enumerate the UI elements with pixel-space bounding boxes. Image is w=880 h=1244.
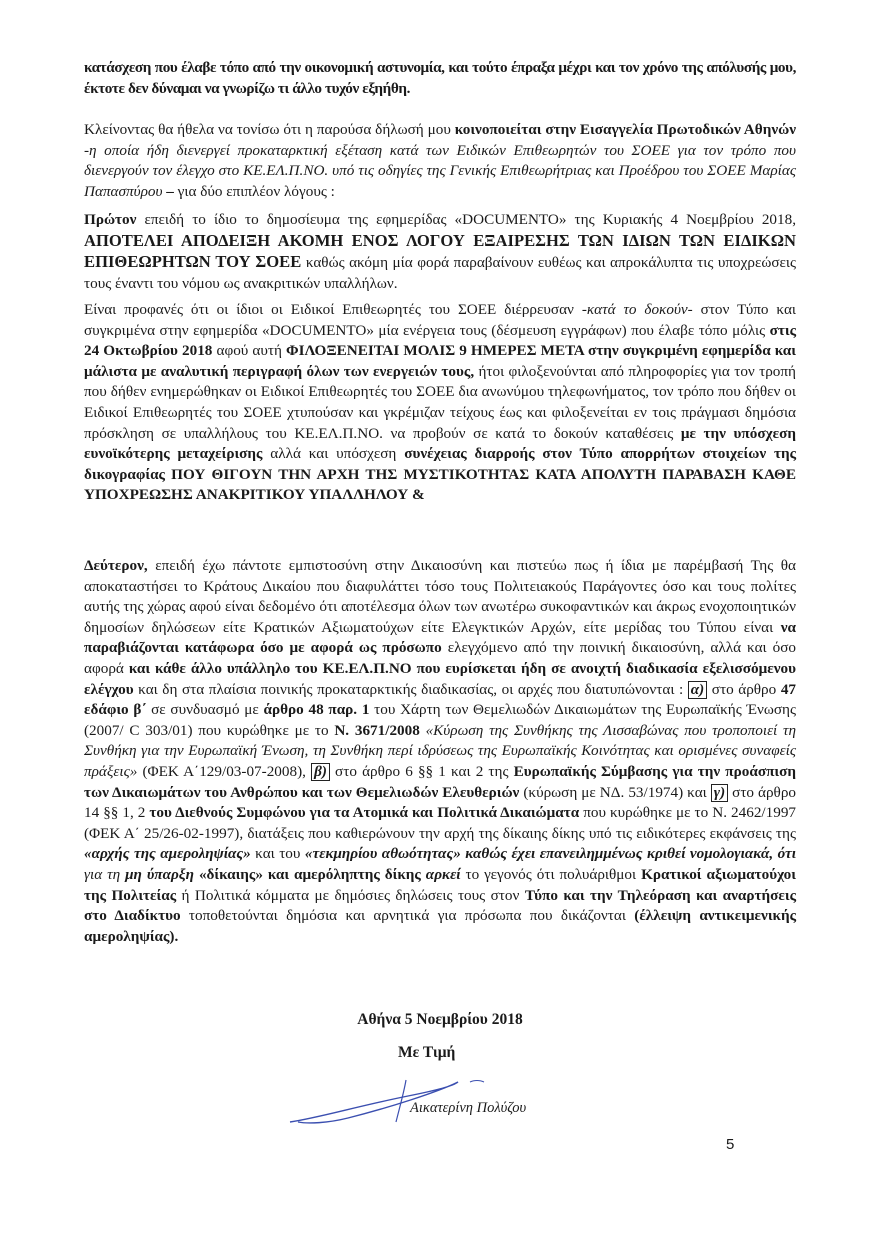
bold-run: Ν. 3671/2008 [334,721,420,739]
text-run: Είναι προφανές ότι οι ίδιοι οι Ειδικοί Επιθεωρητές του ΣΟΕΕ διέρρευσαν [84,301,582,318]
continuation-text: κατάσχεση που έλαβε τόπο από την οικονομική αστυνομία, και τούτο έπραξα μέχρι και τον χρόνο της απόλυσής μου, έκτοτε δεν δύναμαι να γνωρίζω τι άλλο τυχόν εξηήθη. [84,59,796,97]
caps-run: ΑΠΟΤΕΛΕΙ ΑΠΟΔΕΙΞΗ ΑΚΟΜΗ ΕΝΟΣ ΛΟΓΟΥ ΕΞΑΙΡΕΣΗΣ ΤΩΝ ΙΔΙΩΝ ΤΩΝ ΕΙΔΙΚΩΝ ΕΠΙΘΕΩΡΗΤΩΝ ΤΟΥ ΣΟΕΕ [84,230,796,272]
italic-run: για τη [84,865,126,883]
text-run: ελεγχόμενο από την ποινική δικαιοσύνη, αλλά και όσο αφορά [84,639,797,677]
text-run: τοποθετούνται δημόσια και αρνητικά για πρόσωπα που δικάζονται [180,907,635,925]
text-run: αλλά και υπόσχεση [262,445,405,463]
item-marker-b: β) [311,763,330,781]
paragraph-first-reason [84,210,796,294]
second-label: Δεύτερον, [84,557,148,574]
item-marker-a: α) [688,681,707,699]
bold-run: με την υπόσχεση ευνοϊκότερης μεταχείρισης [84,424,796,463]
bold-run: ΦΙΛΟΞΕΝΕΙΤΑΙ ΜΟΛΙΣ 9 ΗΜΕΡΕΣ ΜΕΤΑ στην συγκριμένη εφημερίδα και μάλιστα με αναλυτική περιγραφή όλων των ενεργειών τους, [84,342,796,380]
signatory-name: Αικατερίνη Πολύζου [410,1100,527,1116]
bold-run: Κρατικοί αξιωματούχοι της Πολιτείας [84,865,796,904]
text-run: και του [250,845,305,863]
paragraph-second-reason [84,556,796,947]
text-run: που κυρώθηκε με το Ν. 2462/1997 (ΦΕΚ Α΄ 25/26-02-1997), διατάξεις που καθιερώνουν την αρχή της δίκαιης δίκης υπό τις ειδικότερες εκφάνσεις της [84,804,797,842]
text-run: αφού αυτή [212,342,287,360]
text-run: στο άρθρο 14 §§ 1, 2 [84,783,797,822]
bold-run: άρθρο 48 παρ. 1 [263,701,370,719]
text-run: σε συνδυασμό με [146,701,264,719]
bold-run: Τύπο και την Τηλεόραση και αναρτήσεις στο Διαδίκτυο [84,886,796,925]
closing-regards: Με Τιμή [398,1044,456,1061]
dash-run: – [162,182,178,200]
place-date: Αθήνα 5 Νοεμβρίου 2018 [357,1011,523,1028]
text-run: στο άρθρο [707,680,781,698]
bold-run: Ευρωπαϊκής Σύμβασης για την προάσπιση των Δικαιωμάτων του Ανθρώπου και των Θεμελιωδών Ελευθεριών [84,762,796,801]
paragraph-continuation [84,58,796,99]
text-run: και δη στα πλαίσια ποινικής προκαταρκτικής διαδικασίας, οι αρχές που διατυπώνονται : [133,680,688,698]
paragraph-leak [84,300,796,506]
bold-italic-run: «τεκμηρίου αθωότητας» καθώς έχει επανειλημμένως κριθεί νομολογιακά, ότι [304,845,796,863]
text-run: (ΦΕΚ Α΄129/03-07-2008), [137,762,312,780]
first-label: Πρώτον [84,211,137,228]
italic-run: «Κύρωση της Συνθήκης της Λισσαβώνας που τροποποιεί τη Συνθήκη για την Ευρωπαϊκή Ένωση, τη Συνθήκη περί ιδρύσεως της Ευρωπαϊκής Κοινότητας και ορισμένες συναφείς πράξεις» [84,721,796,780]
bold-run: 47 εδάφιο β΄ [84,680,796,719]
text-run: (κύρωση με ΝΔ. 53/1974) και [519,783,711,801]
text-run: ή Πολιτικά κόμματα με δημόσιες δηλώσεις τους στον [176,886,525,904]
text-run: επειδή έχω πάντοτε εμπιστοσύνη στην Δικαιοσύνη και πιστεύω πως ή ίδια με παρέμβασή Της θα αποκαταστήσει το Κράτους Δικαίου που διαφυλάττει τόσο τους Πολιτειακούς Παράγοντες όσο και τους πολίτες αυτής της χώρας αφού είναι δεδομένο ότι αποτέλεσμα όλων των ανωτέρω συκοφαντικών και άκρως ενοχοποιητικών δημοσίων δηλώσεων είτε Κρατικών Αξιωματούχων είτε Ελεγκτικών Αρχών, είτε μερίδας του Τύπου είναι [84,557,796,636]
bold-run: να παραβιάζονται κατάφωρα όσο με αφορά ως πρόσωπο [84,618,796,657]
page-number: 5 [726,1136,735,1153]
item-marker-c: γ) [711,784,728,802]
bold-italic-run: αρκεί [425,865,461,883]
italic-run: -η οποία ήδη διενεργεί προκαταρκτική εξέταση κατά των Ειδικών Επιθεωρητών του ΣΟΕΕ για τον τρόπο που διενεργούν τον έλεγχο στο ΚΕ.ΕΛ.Π.ΝΟ. υπό τις οδηγίες της Γενικής Επιθεωρήτριας και Προέδρου του ΣΟΕΕ Μαρίας Παπασπύρου [84,141,796,200]
bold-italic-run: μη ύπαρξη [125,865,194,883]
bold-run: στις 24 Οκτωβρίου 2018 [84,321,796,360]
text-run: επειδή το ίδιο το δημοσίευμα της εφημερίδας «DOCUMENTO» της Κυριακής 4 Νοεμβρίου 2018, [136,211,796,228]
text-run: το γεγονός ότι πολυάριθμοι [460,865,642,883]
text-run: για δύο επιπλέον λόγους : [177,182,335,200]
bold-italic-run: «αρχής της αμεροληψίας» [84,845,251,863]
text-run: καθώς ακόμη μία φορά παραβαίνουν ευθέως και απροκάλυπτα τις υποχρεώσεις τους έναντι του νόμου ως ανακριτικών υπαλλήλων. [84,254,796,292]
bold-run: (έλλειψη αντικειμενικής αμεροληψίας). [84,907,796,945]
bold-run: κοινοποιείται στην Εισαγγελία Πρωτοδικών Αθηνών [454,121,796,138]
text-run: του Χάρτη των Θεμελιωδών Δικαιωμάτων της Ευρωπαϊκής Ένωσης (2007/ C 303/01) που κυρώθηκε με το [84,701,796,739]
bold-run: συνέχειας διαρροής στον Τύπο απορρήτων στοιχείων της δικογραφίας ΠΟΥ ΘΙΓΟΥΝ ΤΗΝ ΑΡΧΗ ΤΗΣ ΜΥΣΤΙΚΟΤΗΤΑΣ ΚΑΤΑ ΑΠΟΛΥΤΗ ΠΑΡΑΒΑΣΗ ΚΑΘΕ ΥΠΟΧΡΕΩΣΗΣ ΑΝΑΚΡΙΤΙΚΟΥ ΥΠΑΛΛΗΛΟΥ & [84,445,797,504]
bold-run: «δίκαιης» και αμερόληπτης δίκης [193,865,426,883]
bold-run: του Διεθνούς Συμφώνου για τα Ατομικά και Πολιτικά Δικαιώματα [149,804,580,822]
text-run: Κλείνοντας θα ήθελα να τονίσω ότι η παρούσα δήλωσή μου [84,121,455,138]
text-run: στον Τύπο και συγκριμένα στην εφημερίδα «DOCUMENTO» μία ενέργεια τους (δέσμευση εγγράφων) που έλαβε τόπο μόλις [84,301,796,339]
paragraph-closing-intro [84,120,796,202]
italic-run: -κατά το δοκούν- [581,301,693,318]
text-run: στο άρθρο 6 §§ 1 και 2 της [329,762,514,780]
text-run: ήτοι φιλοξενούνται από πληροφορίες για τον τροπή που δήθεν ενημερώθηκαν οι Ειδικοί Επιθεωρητές του ΣΟΕΕ δια ανωνύμου τηλεφωνήματος, τον τρόπο που δήθεν οι Ειδικοί Επιθεωρητές του ΣΟΕΕ χτυπούσαν και γκρέμιζαν τείχους έως και φιλοξενείται εν τοις πράγμασι δημόσια πρόσκληση σε υπαλλήλους του ΚΕ.ΕΛ.Π.ΝΟ. να προβούν σε κατά το δοκούν καταθέσεις [84,362,796,442]
bold-run: και κάθε άλλο υπάλληλο του ΚΕ.ΕΛ.Π.ΝΟ που ευρίσκεται ήδη σε ανοιχτή διαδικασία εξελισσόμενου ελέγχου [84,659,797,698]
